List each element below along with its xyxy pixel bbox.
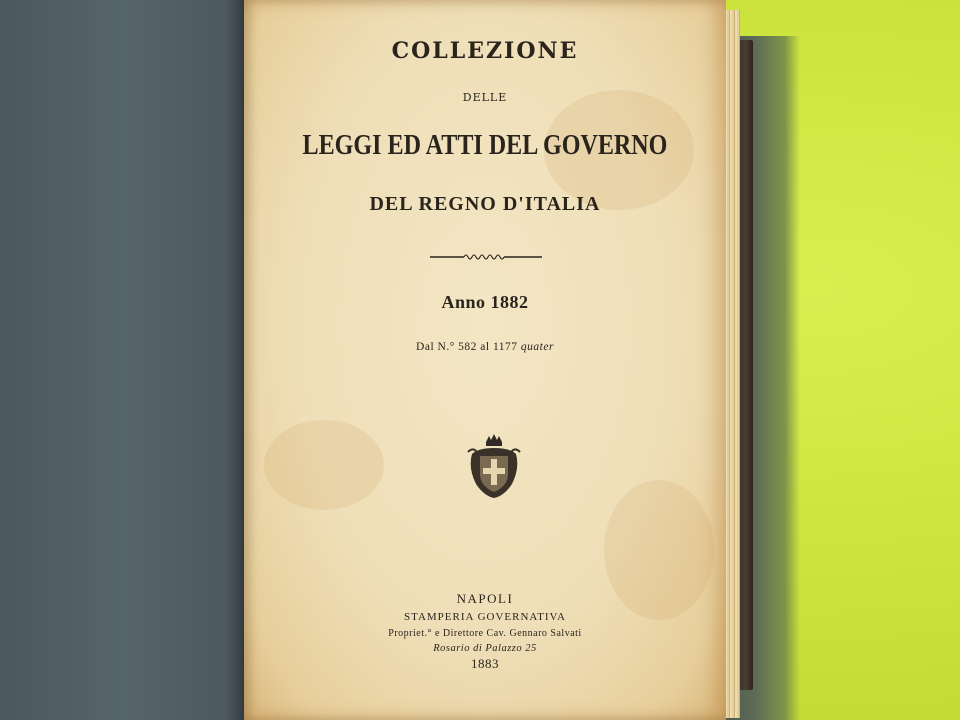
imprint-printer: STAMPERIA GOVERNATIVA bbox=[403, 611, 566, 623]
number-range bbox=[244, 341, 726, 353]
number-range-text: Dal N.° 582 al 1177 bbox=[416, 341, 518, 353]
number-range-quater: quater bbox=[520, 341, 554, 353]
wavy-rule-ornament bbox=[430, 252, 542, 262]
imprint-proprietor: Propriet.° e Direttore Cav. Gennaro Salvati bbox=[388, 628, 582, 639]
imprint-year: 1883 bbox=[471, 656, 499, 671]
title-main: LEGGI ED ATTI DEL GOVERNO bbox=[302, 130, 668, 161]
title-collezione: COLLEZIONE bbox=[391, 38, 579, 64]
imprint-address: Rosario di Palazzo 25 bbox=[433, 643, 537, 654]
title-regno: DEL REGNO D'ITALIA bbox=[369, 193, 601, 215]
title-delle: DELLE bbox=[462, 91, 508, 104]
coat-of-arms-icon bbox=[466, 432, 522, 498]
year-heading: Anno 1882 bbox=[441, 292, 529, 312]
paper-stain bbox=[264, 420, 384, 510]
front-cover-inside bbox=[0, 0, 250, 720]
imprint-city: NAPOLI bbox=[456, 591, 514, 606]
title-page bbox=[244, 0, 726, 720]
